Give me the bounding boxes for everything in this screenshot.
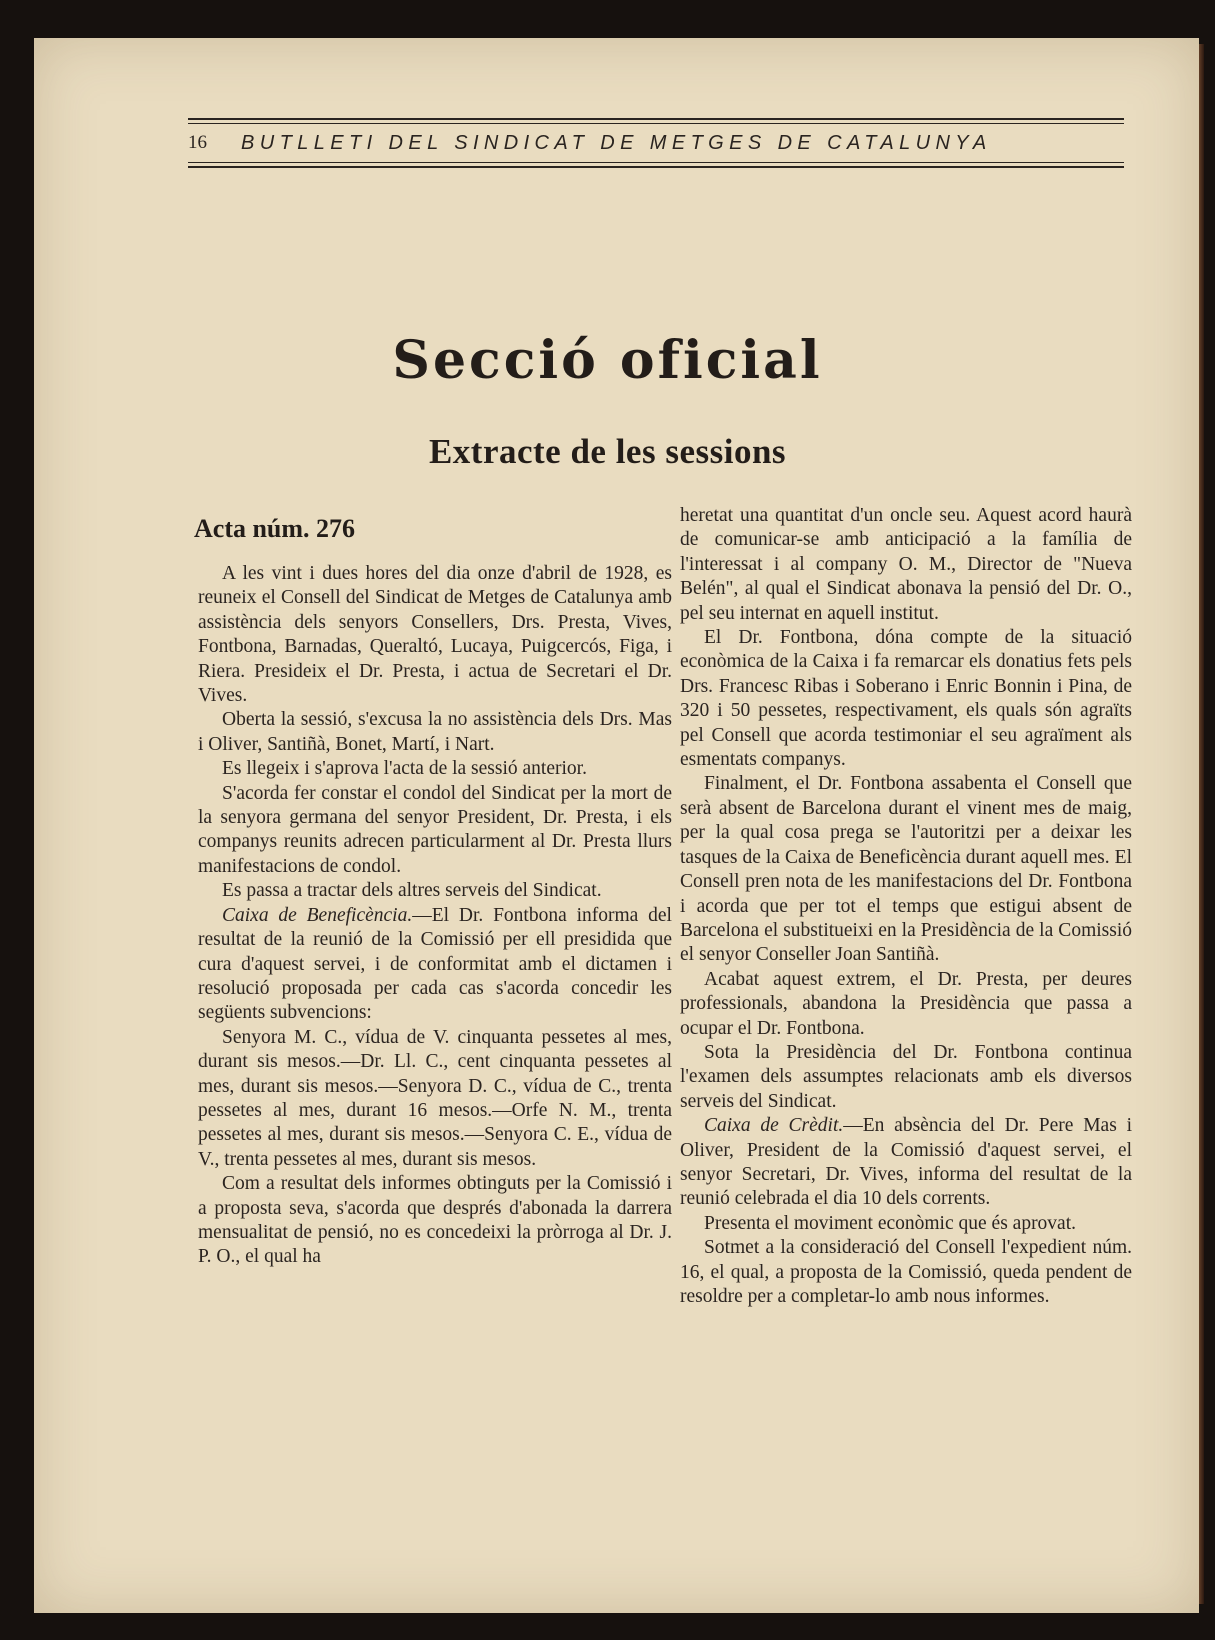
- paragraph: Senyora M. C., vídua de V. cinquanta pessetes al mes, durant sis mesos.—Dr. Ll. C., cent cinquanta pessetes al mes, durant sis mesos.—Senyora D. C., vídua de C., trenta pessetes al mes, durant 16 mesos.—Orfe N. M., trenta pessetes al mes, durant sis mesos.—Senyora C. E., vídua de V., trenta pessetes al mes, durant sis mesos.: [198, 1026, 672, 1170]
- paragraph: [680, 1114, 1132, 1212]
- running-header: [188, 118, 1124, 180]
- page-number: 16: [188, 132, 207, 153]
- left-column: [198, 562, 672, 1270]
- paragraph: Presenta el moviment econòmic que és aprovat.: [704, 1212, 1077, 1234]
- section-subtitle: Extracte de les sessions: [428, 432, 787, 471]
- header-rule: [188, 123, 1124, 124]
- paragraph: Sotmet a la consideració del Consell l'expedient núm. 16, el qual, a proposta de la Comissió, queda pendent de resoldre per a completar-lo amb nous informes.: [680, 1237, 1132, 1307]
- paragraph: heretat una quantitat d'un oncle seu. Aquest acord haurà de comunicar-se amb anticipació a la família de l'interessat i al company O. M., Director de "Nueva Belén", al qual el Sindicat abonava la pensió del Dr. O., pel seu internat en aquell institut.: [680, 505, 1132, 624]
- header-rule: [188, 118, 1124, 120]
- paragraph: [198, 904, 672, 1026]
- header-rule: [188, 162, 1124, 163]
- paragraph: El Dr. Fontbona, dóna compte de la situació econòmica de la Caixa i fa remarcar els donatius fets pels Drs. Francesc Ribas i Soberano i Enric Bonnin i Pina, de 320 i 50 pessetes, respectivament, els quals són agraïts pel Consell que acorda testimoniar el seu agraïment als esmentats companys.: [680, 627, 1132, 771]
- acta-heading: Acta núm. 276: [194, 514, 356, 543]
- paragraph: Com a resultat dels informes obtinguts per la Comissió i a proposta seva, s'acorda que després d'abonada la darrera mensualitat de pensió, no es concedeixi la pròrroga al Dr. J. P. O., el qual ha: [198, 1173, 672, 1268]
- paragraph-body: —El Dr. Fontbona informa del resultat de la reunió de la Comissió per ell presidida que cura d'aquest servei, i de conformitat amb el dictamen i resolució proposada per cada cas s'acorda concedir les següents subvencions:: [198, 904, 672, 1024]
- paragraph: Es llegeix i s'aprova l'acta de la sessió anterior.: [222, 758, 587, 780]
- section-title: Secció oficial: [392, 330, 823, 391]
- paragraph-body: —En absència del Dr. Pere Mas i Oliver, President de la Comissió d'aquest servei, el senyor Secretari, Dr. Vives, informa del resultat de la reunió celebrada el dia 10 dels corrents.: [680, 1115, 1132, 1210]
- paragraph: Acabat aquest extrem, el Dr. Presta, per deures professionals, abandona la Presidència que passa a ocupar el Dr. Fontbona.: [680, 968, 1132, 1039]
- paragraph: S'acorda fer constar el condol del Sindicat per la mort de la senyora germana del senyor President, Dr. Presta, i els companys reunits adrecen particularment al Dr. Presta llurs manifestacions de condol.: [198, 782, 672, 877]
- paragraph: Finalment, el Dr. Fontbona assabenta el Consell que serà absent de Barcelona durant el vinent mes de maig, per la qual cosa prega se l'autoritzi per a deixar les tasques de la Caixa de Beneficència durant aquell mes. El Consell pren nota de les manifestacions del Dr. Fontbona i acorda que per tot el temps que estigui absent de Barcelona el substitueixi en la Presidència de la Comissió el senyor Conseller Joan Santiñà.: [680, 773, 1132, 966]
- paragraph: Es passa a tractar dels altres serveis del Sindicat.: [222, 880, 602, 902]
- running-header-text: [188, 128, 1124, 158]
- paragraph: Oberta la sessió, s'excusa la no assistència dels Drs. Mas i Oliver, Santiñà, Bonet, Martí, i Nart.: [198, 709, 672, 755]
- paragraph: A les vint i dues hores del dia onze d'abril de 1928, es reuneix el Consell del Sindicat de Metges de Catalunya amb assistència dels senyors Consellers, Drs. Presta, Vives, Fontbona, Barnadas, Queraltó, Lucaya, Puigcercós, Figa, i Riera. Presideix el Dr. Presta, i actua de Secretari el Dr. Vives.: [198, 563, 672, 707]
- header-rule: [188, 166, 1124, 168]
- journal-title: BUTLLETI DEL SINDICAT DE METGES DE CATALUNYA: [241, 131, 992, 154]
- paragraph-lead-italic: Caixa de Crèdit.: [704, 1115, 844, 1137]
- paragraph: Sota la Presidència del Dr. Fontbona continua l'examen dels assumptes relacionats amb els diversos serveis del Sindicat.: [680, 1041, 1132, 1112]
- paragraph-lead-italic: Caixa de Beneficència.: [222, 904, 413, 926]
- right-column: [680, 504, 1132, 1309]
